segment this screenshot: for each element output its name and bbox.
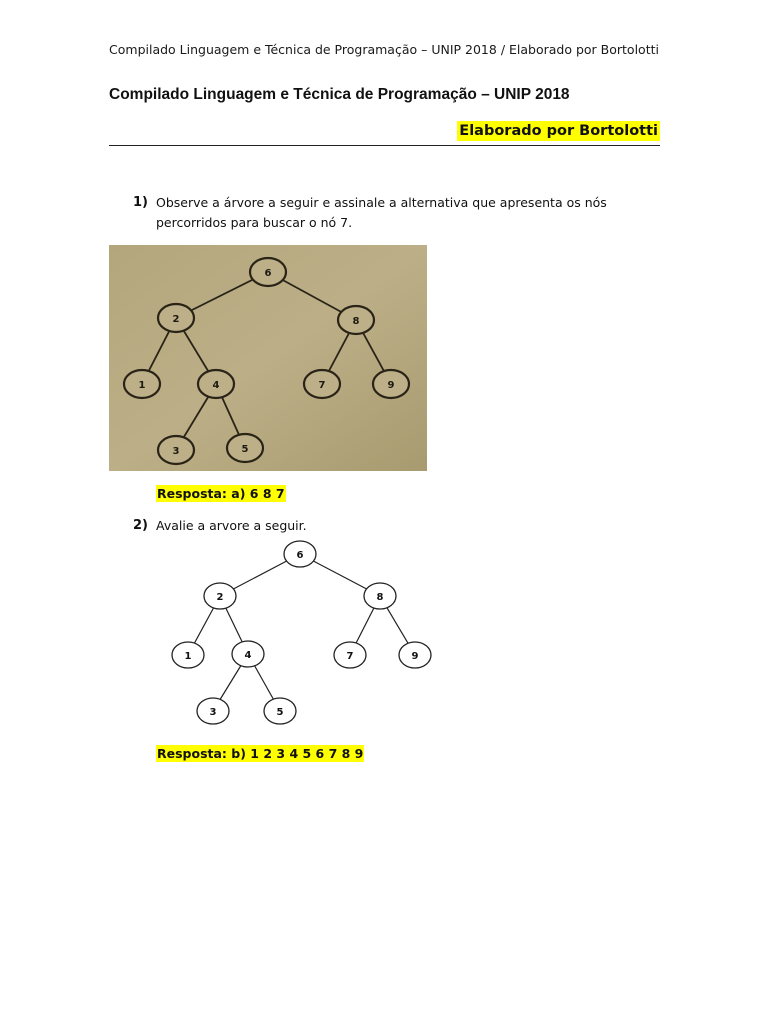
tree-node-label: 2 xyxy=(172,314,180,325)
tree-diagram-figure xyxy=(150,536,450,731)
tree-node-label: 1 xyxy=(138,380,146,391)
question-1-text: Observe a árvore a seguir e assinale a alternativa que apresenta os nós percorridos para buscar o nó 7. xyxy=(156,195,607,230)
author-highlight: Elaborado por Bortolotti xyxy=(459,123,658,139)
tree-node-label: 7 xyxy=(318,380,326,391)
tree-node-label: 8 xyxy=(376,592,384,603)
tree-node-label: 9 xyxy=(411,651,419,662)
tree-node-label: 3 xyxy=(209,707,217,718)
question-1-number: 1) xyxy=(133,195,148,210)
header-divider xyxy=(109,145,660,146)
tree-node-label: 7 xyxy=(346,651,354,662)
tree-node-label: 9 xyxy=(387,380,395,391)
tree-node-label: 4 xyxy=(244,650,252,661)
tree-node-label: 5 xyxy=(241,444,249,455)
tree-node-label: 5 xyxy=(276,707,284,718)
tree-node-label: 2 xyxy=(216,592,224,603)
question-2-text: Avalie a arvore a seguir. xyxy=(156,518,307,533)
question-2-answer: Resposta: b) 1 2 3 4 5 6 7 8 9 xyxy=(157,746,364,761)
tree-node-label: 4 xyxy=(212,380,220,391)
tree-node-label: 1 xyxy=(184,651,192,662)
tree-photo-figure xyxy=(109,245,427,471)
tree-node-label: 8 xyxy=(352,316,360,327)
tree-node-label: 6 xyxy=(296,550,304,561)
document-title: Compilado Linguagem e Técnica de Programação – UNIP 2018 xyxy=(109,86,570,103)
running-header: Compilado Linguagem e Técnica de Programação – UNIP 2018 / Elaborado por Bortolotti xyxy=(109,42,659,57)
question-2-number: 2) xyxy=(133,518,148,533)
question-1-answer: Resposta: a) 6 8 7 xyxy=(157,486,285,501)
tree-node-label: 3 xyxy=(172,446,180,457)
tree-node-label: 6 xyxy=(264,268,272,279)
